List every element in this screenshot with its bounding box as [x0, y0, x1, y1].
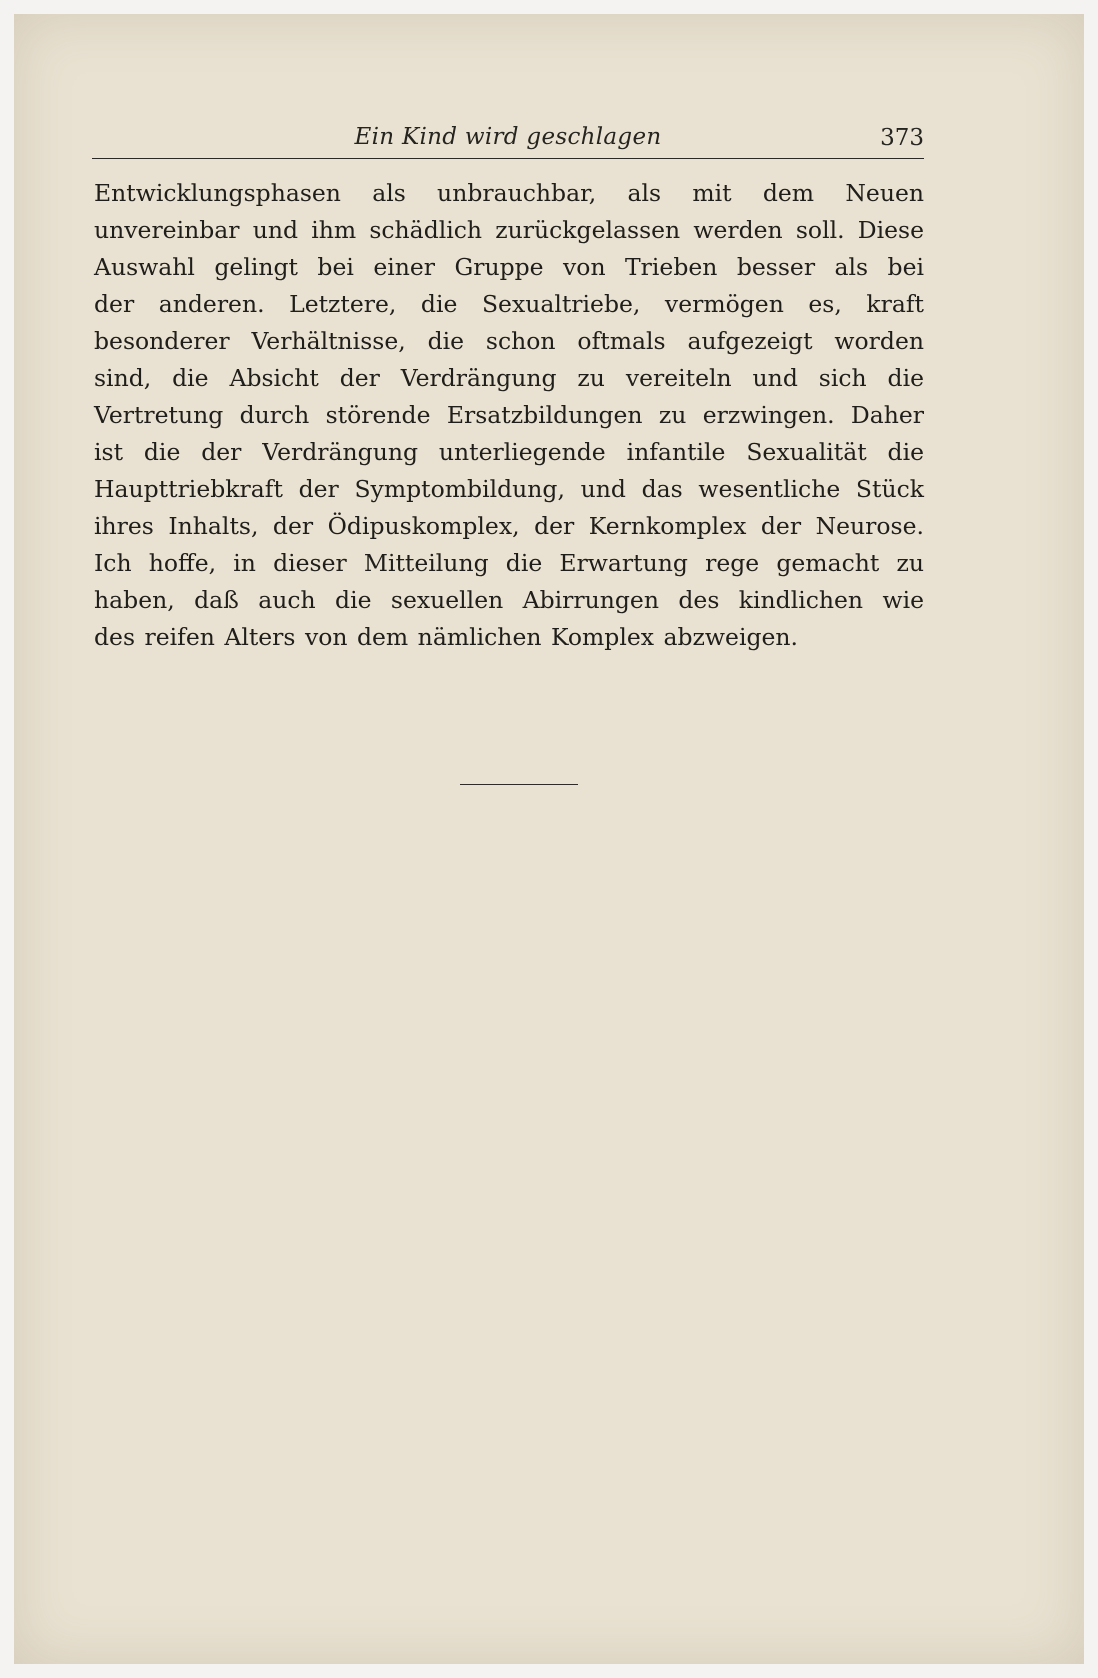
text-line: unvereinbar und ihm schädlich zurückgelassen werden soll. Diese: [94, 216, 924, 244]
text-line: Entwicklungsphasen als unbrauchbar, als mit dem Neuen: [94, 179, 924, 207]
end-of-chapter-rule: [460, 784, 578, 785]
text-line: der anderen. Letztere, die Sexualtriebe, vermögen es, kraft: [94, 290, 924, 318]
text-line: ist die der Verdrängung unterliegende infantile Sexualität die: [94, 438, 924, 466]
text-line: haben, daß auch die sexuellen Abirrungen des kindlichen wie: [94, 586, 924, 614]
text-line: sind, die Absicht der Verdrängung zu vereiteln und sich die: [94, 364, 924, 392]
text-line: ihres Inhalts, der Ödipuskomplex, der Kernkomplex der Neurose.: [94, 512, 924, 540]
running-header: [92, 118, 924, 159]
text-line-last: des reifen Alters von dem nämlichen Komplex abzweigen.: [94, 623, 799, 651]
text-line: Auswahl gelingt bei einer Gruppe von Trieben besser als bei: [94, 253, 924, 281]
text-line: Vertretung durch störende Ersatzbildungen zu erzwingen. Daher: [94, 401, 924, 429]
running-title: Ein Kind wird geschlagen: [354, 124, 662, 150]
text-line: Haupttriebkraft der Symptombildung, und das wesentliche Stück: [94, 475, 924, 503]
page-number: 373: [880, 125, 924, 151]
text-line: besonderer Verhältnisse, die schon oftmals aufgezeigt worden: [94, 327, 924, 355]
body-text: [94, 175, 924, 656]
text-line: Ich hoffe, in dieser Mitteilung die Erwartung rege gemacht zu: [94, 549, 924, 577]
